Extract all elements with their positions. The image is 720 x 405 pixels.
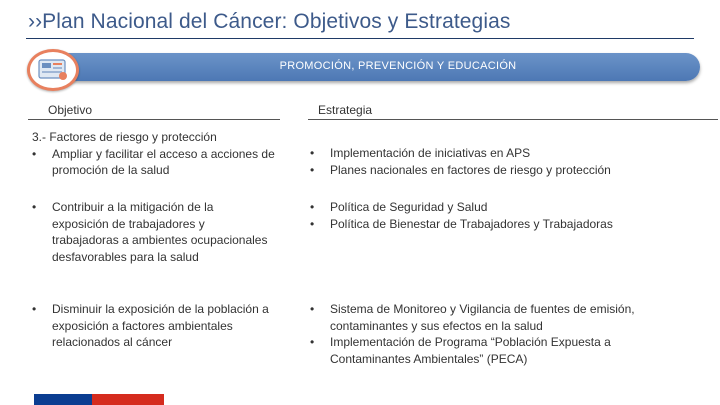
bullet: • [32, 146, 37, 161]
strategy-cell [310, 199, 710, 232]
objective-cell [32, 301, 272, 351]
strategy-item: • Implementación de iniciativas en APS [310, 146, 531, 160]
strategy-item: • Política de Seguridad y Salud [310, 200, 488, 214]
strategy-item: • Política de Bienestar de Trabajadores y Trabajadoras [310, 216, 613, 231]
strategy-item: • Sistema de Monitoreo y Vigilancia de fuentes de emisión, contaminantes y sus efectos en la salud [310, 302, 635, 333]
banner-label: PROMOCIÓN, PREVENCIÓN Y EDUCACIÓN [279, 60, 517, 72]
column-header-strategy: Estrategia [318, 103, 373, 117]
title-divider [26, 38, 694, 39]
footer-flag-red [92, 394, 164, 405]
section-banner [46, 53, 700, 81]
strategy-item: • Implementación de Programa “Población Expuesta a Contaminantes Ambientales” (PECA) [310, 335, 611, 366]
objective-cell [32, 199, 268, 265]
column-header-objective: Objetivo [48, 103, 93, 117]
objective-item: • Ampliar y facilitar el acceso a acciones de promoción de la salud [32, 146, 275, 177]
strategy-item: • Planes nacionales en factores de riesgo y protección [310, 162, 611, 177]
objective-item: • Disminuir la exposición de la población a exposición a factores ambientales relacionados al cáncer [32, 302, 269, 349]
health-icon [27, 49, 79, 91]
page-title: ››Plan Nacional del Cáncer: Objetivos y Estrategias [28, 10, 511, 33]
strategy-cell [310, 145, 710, 178]
objective-header-rule [28, 119, 280, 120]
strategy-header-rule [308, 119, 718, 120]
footer-flag-blue [34, 394, 92, 405]
objective-intro: 3.- Factores de riesgo y protección [32, 130, 217, 144]
objective-cell [32, 129, 280, 179]
strategy-cell [310, 301, 690, 367]
objective-item: • Contribuir a la mitigación de la exposición de trabajadores y trabajadoras a ambientes ocupacionales desfavorables para la salud [32, 200, 268, 264]
